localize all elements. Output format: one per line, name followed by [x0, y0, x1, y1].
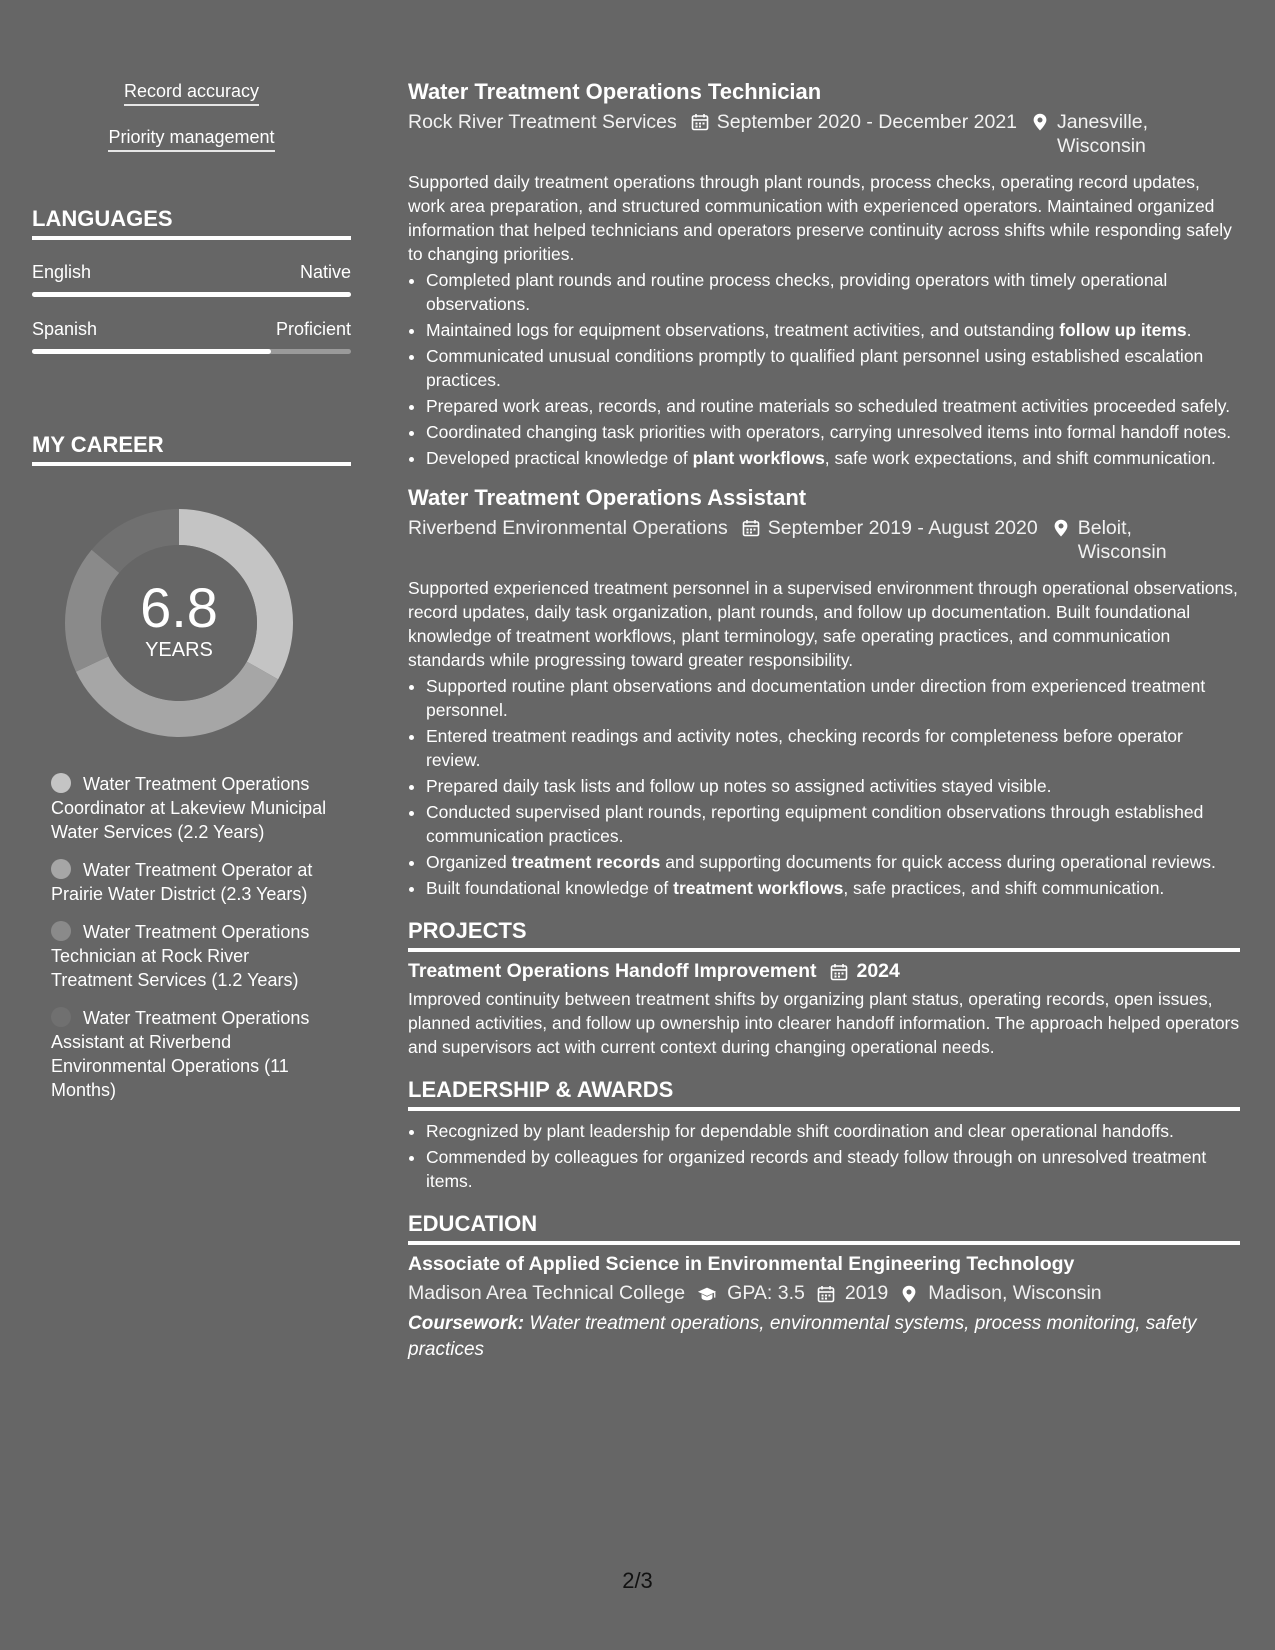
education-year: 2019: [844, 1282, 889, 1304]
main-content: [408, 78, 1240, 1363]
projects-title: PROJECTS: [408, 918, 1240, 952]
legend-label: Water Treatment Operator at Prairie Water District (2.3 Years): [51, 860, 313, 904]
language-bar-fill: [32, 292, 351, 297]
bullet-item: • Coordinated changing task priorities with operators, carrying unresolved items into formal handoff notes.: [426, 420, 1240, 444]
language-level: Proficient: [275, 319, 351, 339]
page-number: 2/3: [622, 1568, 653, 1593]
legend-dot: [51, 921, 71, 941]
career-donut: [64, 508, 294, 738]
awards-title: LEADERSHIP & AWARDS: [408, 1077, 1240, 1111]
career-legend: [32, 772, 351, 1102]
legend-label: Water Treatment Operations Coordinator at Lakeview Municipal Water Services (2.2 Years): [51, 774, 327, 842]
experience-entry: [408, 78, 1240, 470]
career-legend-item: [51, 772, 331, 844]
bullet-item: • Prepared daily task lists and follow up notes so assigned activities stayed visible.: [426, 774, 1240, 798]
bullet-item: • Prepared work areas, records, and routine materials so scheduled treatment activities proceeded safely.: [426, 394, 1240, 418]
job-dates: September 2019 - August 2020: [767, 517, 1038, 539]
education-meta: [408, 1282, 1240, 1305]
map-pin-icon: [1052, 519, 1070, 537]
job-summary: Supported experienced treatment personnel in a supervised environment through operational observations, record updates, daily task organization, plant rounds, and follow up documentation. Built foundational knowledge of treatment workflows, plant terminology, safe operating practices, and communication standards while progressing toward greater responsibility.: [408, 578, 1238, 670]
school-name: Madison Area Technical College: [408, 1282, 686, 1304]
bullet-item: • Completed plant rounds and routine process checks, providing operators with timely operational observations.: [426, 268, 1240, 316]
education-gpa: GPA: 3.5: [727, 1282, 805, 1304]
project-description: Improved continuity between treatment shifts by organizing plant status, operating records, open issues, planned activities, and follow up ownership into clearer handoff information. The approach helped operators and supervisors act with current context during changing operational needs.: [408, 989, 1240, 1057]
languages-title: LANGUAGES: [32, 206, 351, 240]
award-item: • Commended by colleagues for organized records and steady follow through on unresolved treatment items.: [426, 1145, 1240, 1193]
career-total-value: 6.8: [140, 576, 218, 639]
job-bullets: [408, 674, 1240, 900]
language-name: Spanish: [32, 319, 98, 339]
projects-section: [408, 918, 1240, 1059]
calendar-icon: [691, 113, 709, 131]
bullet-item: • Developed practical knowledge of plant workflows, safe work expectations, and shift communication.: [426, 446, 1240, 470]
award-item: • Recognized by plant leadership for dependable shift coordination and clear operational handoffs.: [426, 1119, 1240, 1143]
strength-item: [32, 126, 351, 152]
career-legend-item: [51, 1006, 331, 1102]
bullet-item: • Supported routine plant observations and documentation under direction from experienced treatment personnel.: [426, 674, 1240, 722]
calendar-icon: [830, 963, 848, 981]
language-bar-fill: [32, 349, 271, 354]
education-location: Madison, Wisconsin: [928, 1282, 1102, 1304]
strength-label: Priority management: [108, 126, 274, 152]
awards-list: [408, 1119, 1240, 1193]
career-legend-item: [51, 858, 331, 906]
experience-entry: [408, 484, 1240, 900]
language-bar: [32, 292, 351, 297]
legend-dot: [51, 859, 71, 879]
bullet-item: • Organized treatment records and supporting documents for quick access during operational reviews.: [426, 850, 1240, 874]
job-location: Janesville, Wisconsin: [1057, 111, 1149, 157]
bullet-item: • Maintained logs for equipment observations, treatment activities, and outstanding follow up items.: [426, 318, 1240, 342]
strength-item: [32, 80, 351, 106]
sidebar: [32, 80, 351, 1116]
career-total-unit: YEARS: [145, 639, 213, 661]
language-name: English: [32, 262, 92, 282]
bullet-item: • Built foundational knowledge of treatment workflows, safe practices, and shift communication.: [426, 876, 1240, 900]
job-bullets: [408, 268, 1240, 470]
education-section: [408, 1211, 1240, 1363]
languages-section: [32, 206, 351, 354]
career-section: [32, 432, 351, 1102]
language-level: Native: [299, 262, 351, 282]
job-meta: [408, 516, 1240, 564]
degree-name: Associate of Applied Science in Environmental Engineering Technology: [408, 1253, 1075, 1275]
bullet-item: • Conducted supervised plant rounds, reporting equipment condition observations through established communication practices.: [426, 800, 1240, 848]
career-title: MY CAREER: [32, 432, 351, 466]
job-location: Beloit, Wisconsin: [1077, 517, 1167, 563]
coursework: [408, 1311, 1240, 1363]
language-bar: [32, 349, 351, 354]
bullet-item: • Entered treatment readings and activity notes, checking records for completeness before operator review.: [426, 724, 1240, 772]
job-meta: [408, 110, 1240, 158]
job-summary: Supported daily treatment operations through plant rounds, process checks, operating record updates, work area preparation, and structured communication with experienced operators. Maintained organized information that helped technicians and operators preserve continuity across shifts while responding safely to changing priorities.: [408, 172, 1232, 264]
strength-label: Record accuracy: [124, 80, 259, 106]
job-dates: September 2020 - December 2021: [716, 111, 1018, 133]
career-legend-item: [51, 920, 331, 992]
legend-dot: [51, 1007, 71, 1027]
awards-section: [408, 1077, 1240, 1193]
legend-dot: [51, 773, 71, 793]
company-name: Riverbend Environmental Operations: [408, 517, 728, 539]
project-name: Treatment Operations Handoff Improvement: [408, 960, 817, 982]
coursework-label: Coursework:: [408, 1313, 525, 1334]
calendar-icon: [817, 1285, 835, 1303]
legend-label: Water Treatment Operations Technician at Rock River Treatment Services (1.2 Years): [51, 922, 310, 990]
calendar-icon: [742, 519, 760, 537]
coursework-text: Water treatment operations, environmental systems, process monitoring, safety practices: [408, 1313, 1197, 1360]
language-item: [32, 319, 351, 354]
graduation-cap-icon: [697, 1285, 717, 1303]
education-title: EDUCATION: [408, 1211, 1240, 1245]
legend-label: Water Treatment Operations Assistant at Riverbend Environmental Operations (11 Months): [51, 1008, 310, 1100]
job-title: Water Treatment Operations Technician: [408, 79, 822, 104]
project-year: 2024: [856, 960, 900, 982]
company-name: Rock River Treatment Services: [408, 111, 677, 133]
language-item: [32, 262, 351, 297]
map-pin-icon: [1031, 113, 1049, 131]
map-pin-icon: [900, 1285, 918, 1303]
project-heading: [408, 960, 1240, 983]
job-title: Water Treatment Operations Assistant: [408, 485, 807, 510]
bullet-item: • Communicated unusual conditions promptly to qualified plant personnel using established escalation practices.: [426, 344, 1240, 392]
